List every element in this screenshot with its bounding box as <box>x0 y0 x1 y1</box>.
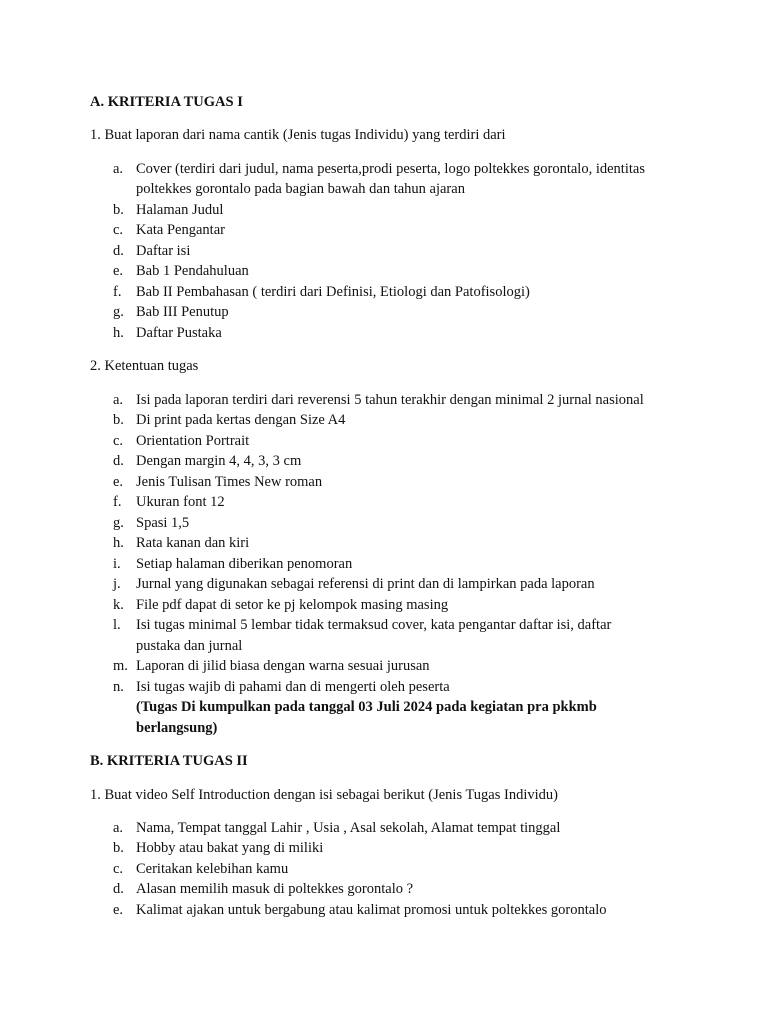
list-item-text: Bab III Penutup <box>136 304 229 320</box>
list-item-text: Bab 1 Pendahuluan <box>136 263 249 279</box>
list-marker: g. <box>113 515 124 531</box>
list-item-text: Daftar Pustaka <box>136 325 222 341</box>
list-item-text: Isi pada laporan terdiri dari reverensi 5 tahun terakhir dengan minimal 2 jurnal nasional <box>136 392 644 408</box>
list-item-continuation: poltekkes gorontalo pada bagian bawah dan tahun ajaran <box>136 181 465 197</box>
list-item <box>0 597 768 617</box>
list-marker: e. <box>113 474 124 490</box>
list-marker: m. <box>113 658 128 674</box>
list-marker: a. <box>113 392 124 408</box>
list-marker: d. <box>113 881 124 897</box>
list-item-text: Bab II Pembahasan ( terdiri dari Definisi, Etiologi dan Patofisologi) <box>136 284 530 300</box>
list-item <box>0 556 768 576</box>
section-b-heading: B. KRITERIA TUGAS II <box>90 753 248 769</box>
list-item <box>0 304 768 324</box>
list-marker: k. <box>113 597 124 613</box>
list-item-text: Cover (terdiri dari judul, nama peserta,prodi peserta, logo poltekkes gorontalo, identitas <box>136 161 645 177</box>
list-item <box>0 820 768 840</box>
list-marker: j. <box>113 576 121 592</box>
submission-note-continuation: berlangsung) <box>136 720 218 736</box>
list-marker: d. <box>113 243 124 259</box>
list-item-text: File pdf dapat di setor ke pj kelompok masing masing <box>136 597 449 613</box>
list-item <box>0 535 768 555</box>
list-marker: n. <box>113 679 124 695</box>
list-item <box>0 392 768 412</box>
list-item-text: Nama, Tempat tanggal Lahir , Usia , Asal sekolah, Alamat tempat tinggal <box>136 820 561 836</box>
list-item <box>0 222 768 242</box>
section-a-heading: A. KRITERIA TUGAS I <box>90 94 243 110</box>
list-item-text: Kalimat ajakan untuk bergabung atau kalimat promosi untuk poltekkes gorontalo <box>136 902 607 918</box>
list-marker: h. <box>113 535 124 551</box>
list-marker: d. <box>113 453 124 469</box>
list-marker: c. <box>113 861 124 877</box>
list-marker: f. <box>113 284 122 300</box>
list-item <box>0 861 768 881</box>
list-item <box>0 433 768 453</box>
list-marker: g. <box>113 304 124 320</box>
list-item <box>0 202 768 222</box>
video-task-intro: 1. Buat video Self Introduction dengan isi sebagai berikut (Jenis Tugas Individu) <box>90 787 558 803</box>
list-item-text: Jurnal yang digunakan sebagai referensi di print dan di lampirkan pada laporan <box>136 576 595 592</box>
list-item-text: Ukuran font 12 <box>136 494 225 510</box>
list-marker: e. <box>113 902 124 918</box>
list-marker: c. <box>113 433 124 449</box>
list-marker: b. <box>113 412 124 428</box>
list-item <box>0 881 768 901</box>
list-item-text: Jenis Tulisan Times New roman <box>136 474 323 490</box>
list-item-text: Orientation Portrait <box>136 433 250 449</box>
list-item <box>0 658 768 678</box>
list-item <box>0 453 768 473</box>
list-marker: l. <box>113 617 121 633</box>
list-item <box>0 679 768 699</box>
list-item <box>0 902 768 922</box>
list-item-text: Di print pada kertas dengan Size A4 <box>136 412 346 428</box>
list-item-text: Isi tugas wajib di pahami dan di mengerti oleh peserta <box>136 679 450 695</box>
list-marker: c. <box>113 222 124 238</box>
list-item-text: Halaman Judul <box>136 202 224 218</box>
list-marker: b. <box>113 202 124 218</box>
list-marker: b. <box>113 840 124 856</box>
list-marker: h. <box>113 325 124 341</box>
list-item-text: Isi tugas minimal 5 lembar tidak termaksud cover, kata pengantar daftar isi, daftar <box>136 617 612 633</box>
list-item <box>0 243 768 263</box>
task2-intro: 2. Ketentuan tugas <box>90 358 199 374</box>
list-marker: e. <box>113 263 124 279</box>
list-item-text: Kata Pengantar <box>136 222 225 238</box>
list-item <box>0 325 768 345</box>
list-item-text: Dengan margin 4, 4, 3, 3 cm <box>136 453 302 469</box>
list-item <box>0 284 768 304</box>
submission-note: (Tugas Di kumpulkan pada tanggal 03 Juli 2024 pada kegiatan pra pkkmb <box>136 699 597 715</box>
list-item-text: Ceritakan kelebihan kamu <box>136 861 289 877</box>
list-item-continuation: pustaka dan jurnal <box>136 638 243 654</box>
list-item-text: Daftar isi <box>136 243 191 259</box>
list-item-text: Hobby atau bakat yang di miliki <box>136 840 324 856</box>
list-marker: a. <box>113 161 124 177</box>
list-item-text: Spasi 1,5 <box>136 515 190 531</box>
list-item <box>0 494 768 514</box>
list-item <box>0 515 768 535</box>
task1-intro: 1. Buat laporan dari nama cantik (Jenis tugas Individu) yang terdiri dari <box>90 127 506 143</box>
list-item <box>0 412 768 432</box>
list-item-text: Alasan memilih masuk di poltekkes gorontalo ? <box>136 881 414 897</box>
list-item-text: Rata kanan dan kiri <box>136 535 250 551</box>
list-item-text: Laporan di jilid biasa dengan warna sesuai jurusan <box>136 658 430 674</box>
list-marker: i. <box>113 556 121 572</box>
list-item <box>0 840 768 860</box>
list-item <box>0 617 768 637</box>
list-item <box>0 474 768 494</box>
list-marker: f. <box>113 494 122 510</box>
list-marker: a. <box>113 820 124 836</box>
list-item <box>0 161 768 181</box>
list-item <box>0 576 768 596</box>
list-item-text: Setiap halaman diberikan penomoran <box>136 556 353 572</box>
list-item <box>0 263 768 283</box>
